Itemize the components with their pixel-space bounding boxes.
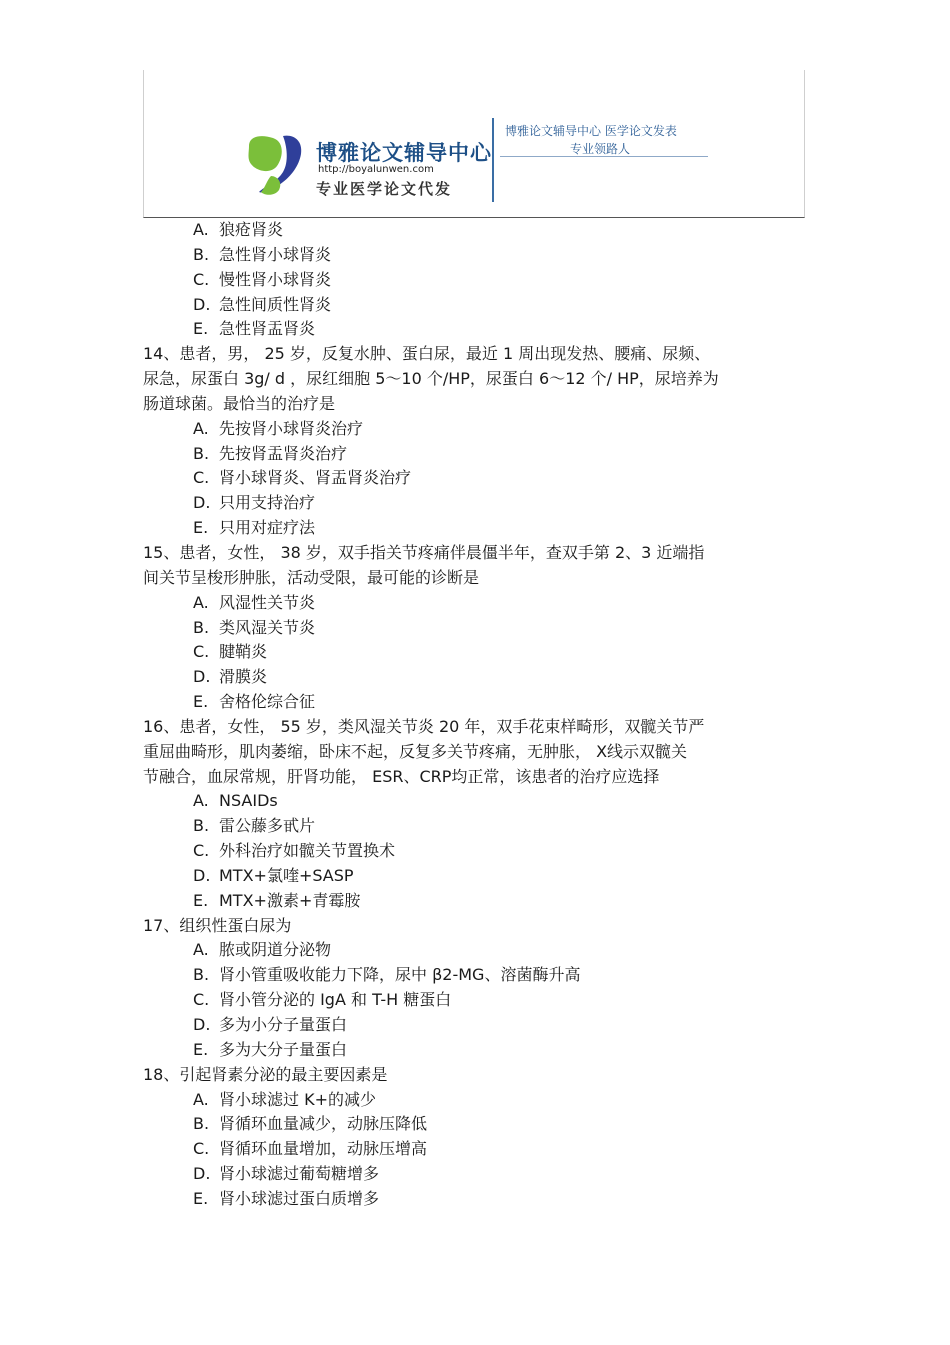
option-item: E. 只用对症疗法: [193, 518, 316, 538]
option-item: C. 肾循环血量增加，动脉压增高: [193, 1139, 428, 1159]
leaf-logo-icon: [243, 132, 309, 198]
option-item: D. 滑膜炎: [193, 667, 268, 687]
option-item: D. 急性间质性肾炎: [193, 294, 332, 314]
header-divider: [492, 118, 494, 202]
option-item: C. 肾小管分泌的 IgA 和 T-H 糖蛋白: [193, 990, 452, 1010]
option-item: A. NSAIDs: [193, 791, 278, 811]
question-stem: 14、患者，男， 25 岁，反复水肿、蛋白尿，最近 1 周出现发热、腰痛、尿频、: [143, 344, 711, 364]
option-item: E. 急性肾盂肾炎: [193, 319, 316, 339]
question-stem: 17、组织性蛋白尿为: [143, 915, 292, 935]
header-subtagline: 专业领路人: [570, 142, 631, 156]
logo-title: 博雅论文辅导中心: [316, 140, 492, 165]
question-stem: 节融合，血尿常规，肝肾功能， ESR、CRP均正常，该患者的治疗应选择: [143, 766, 660, 786]
option-item: E. 肾小球滤过蛋白质增多: [193, 1188, 380, 1208]
option-item: C. 外科治疗如髋关节置换术: [193, 841, 396, 861]
question-stem: 重屈曲畸形，肌肉萎缩，卧床不起，反复多关节疼痛，无肿胀， X线示双髋关: [143, 741, 688, 761]
option-item: C. 慢性肾小球肾炎: [193, 269, 332, 289]
question-stem: 尿急，尿蛋白 3g/ d ，尿红细胞 5～10 个/HP，尿蛋白 6～12 个/ HP，尿培养为: [143, 369, 719, 389]
option-item: A. 脓或阴道分泌物: [193, 940, 332, 960]
option-item: E. 多为大分子量蛋白: [193, 1039, 348, 1059]
option-item: D. 肾小球滤过葡萄糖增多: [193, 1164, 380, 1184]
header-tagline: 博雅论文辅导中心 医学论文发表: [505, 124, 677, 138]
option-item: A. 狼疮肾炎: [193, 220, 284, 239]
question-stem: 肠道球菌。最恰当的治疗是: [143, 393, 336, 413]
option-item: B. 急性肾小球肾炎: [193, 244, 332, 264]
question-stem: 15、患者，女性， 38 岁，双手指关节疼痛伴晨僵半年，查双手第 2、3 近端指: [143, 542, 705, 562]
option-item: A. 肾小球滤过 K+的减少: [193, 1089, 376, 1109]
option-item: B. 肾循环血量减少，动脉压降低: [193, 1114, 428, 1134]
option-item: D. 只用支持治疗: [193, 493, 316, 513]
option-item: B. 先按肾盂肾炎治疗: [193, 443, 348, 463]
question-stem: 间关节呈梭形肿胀，活动受限，最可能的诊断是: [143, 567, 480, 587]
option-item: B. 肾小管重吸收能力下降，尿中 β2-MG、溶菌酶升高: [193, 965, 581, 985]
option-item: E. 舍格伦综合征: [193, 692, 316, 712]
option-item: B. 类风湿关节炎: [193, 617, 316, 637]
option-item: C. 肾小球肾炎、肾盂肾炎治疗: [193, 468, 412, 488]
option-item: D. MTX+氯喹+SASP: [193, 865, 354, 885]
option-item: D. 多为小分子量蛋白: [193, 1015, 348, 1034]
question-stem: 18、引起肾素分泌的最主要因素是: [143, 1064, 388, 1084]
header-underline: [500, 156, 708, 157]
logo-url: http://boyalunwen.com: [318, 164, 434, 175]
option-item: C. 腱鞘炎: [193, 642, 268, 662]
logo-slogan: 专业医学论文代发: [316, 180, 453, 198]
question-content: [143, 218, 805, 1212]
option-item: B. 雷公藤多甙片: [193, 816, 316, 836]
option-item: A. 风湿性关节炎: [193, 592, 316, 612]
question-stem: 16、患者，女性， 55 岁，类风湿关节炎 20 年，双手花束样畸形，双髋关节严: [143, 716, 705, 736]
option-item: E. MTX+激素+青霉胺: [193, 890, 361, 910]
option-item: A. 先按肾小球肾炎治疗: [193, 418, 364, 438]
